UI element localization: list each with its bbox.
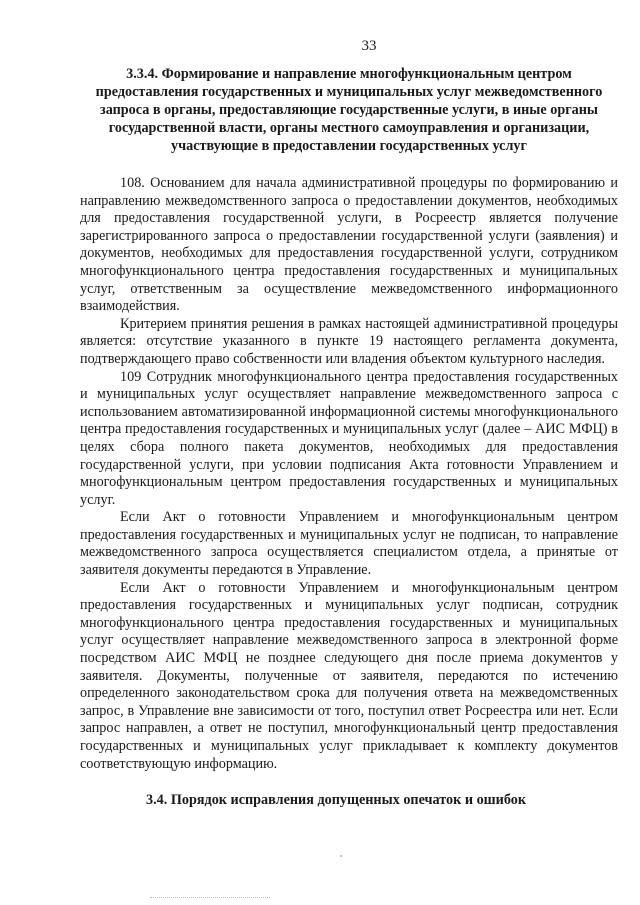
page-number: 33 (361, 38, 377, 54)
next-section-title: 3.4. Порядок исправления допущенных опечаток и ошибок (146, 792, 527, 809)
section-title: 3.3.4. Формирование и направление многофункциональным центром предоставления государственных и муниципальных услуг межведомственного запроса в органы, предоставляющие государственные услуги, в иные органы государственной власти, органы местного самоуправления и организации, участвующие в предоставлении государственных услуг (95, 66, 603, 154)
scan-edge-mark (150, 897, 270, 899)
paragraph-109: 109 Сотрудник многофункционального центра предоставления государственных и муниципальных услуг осуществляет направление межведомственного запроса с использованием автоматизированной информационной системы многофункционального центра предоставления государственных и муниципальных услуг (далее – АИС МФЦ) в целях сбора полного пакета документов, необходимых для предоставления государственной услуги, при условии подписания Акта готовности Управлением и многофункциональным центром предоставления государственных и муниципальных услуг. (80, 368, 618, 508)
paragraph-criterion: Критерием принятия решения в рамках настоящей административной процедуры является: отсутствие указанного в пункте 19 настоящего регламента документа, подтверждающего право собственности или владения объектом культурного наследия. (80, 315, 618, 367)
scan-artifact (340, 855, 342, 857)
paragraph-108: 108. Основанием для начала административной процедуры по формированию и направлению межведомственного запроса о предоставлении документов, необходимых для предоставления государственной услуги, в Росреестр является получение зарегистрированного запроса о предоставлении государственной услуги (заявления) и документов, необходимых для предоставления государственной услуги, сотрудником многофункционального центра предоставления государственных и муниципальных услуг, ответственным за осуществление межведомственного информационного взаимодействия. (80, 175, 618, 315)
paragraph-act-signed: Если Акт о готовности Управлением и многофункциональным центром предоставления государственных и муниципальных услуг подписан, сотрудник многофункционального центра предоставления государственных и муниципальных услуг осуществляет направление межведомственного запроса в электронной форме посредством АИС МФЦ не позднее следующего дня после приема документов у заявителя. Документы, полученные от заявителя, передаются по истечению определенного законодательством срока для получения ответа на межведомственных запрос, в Управление вне зависимости от того, поступил ответ Росреестра или нет. Если запрос направлен, а ответ не поступил, многофункциональный центр предоставления государственных и муниципальных услуг прикладывает к комплекту документов соответствующую информацию. (80, 579, 618, 772)
paragraph-act-not-signed: Если Акт о готовности Управлением и многофункциональным центром предоставления государственных и муниципальных услуг не подписан, то направление межведомственного запроса осуществляется специалистом отдела, а принятые от заявителя документы передаются в Управление. (80, 509, 618, 579)
